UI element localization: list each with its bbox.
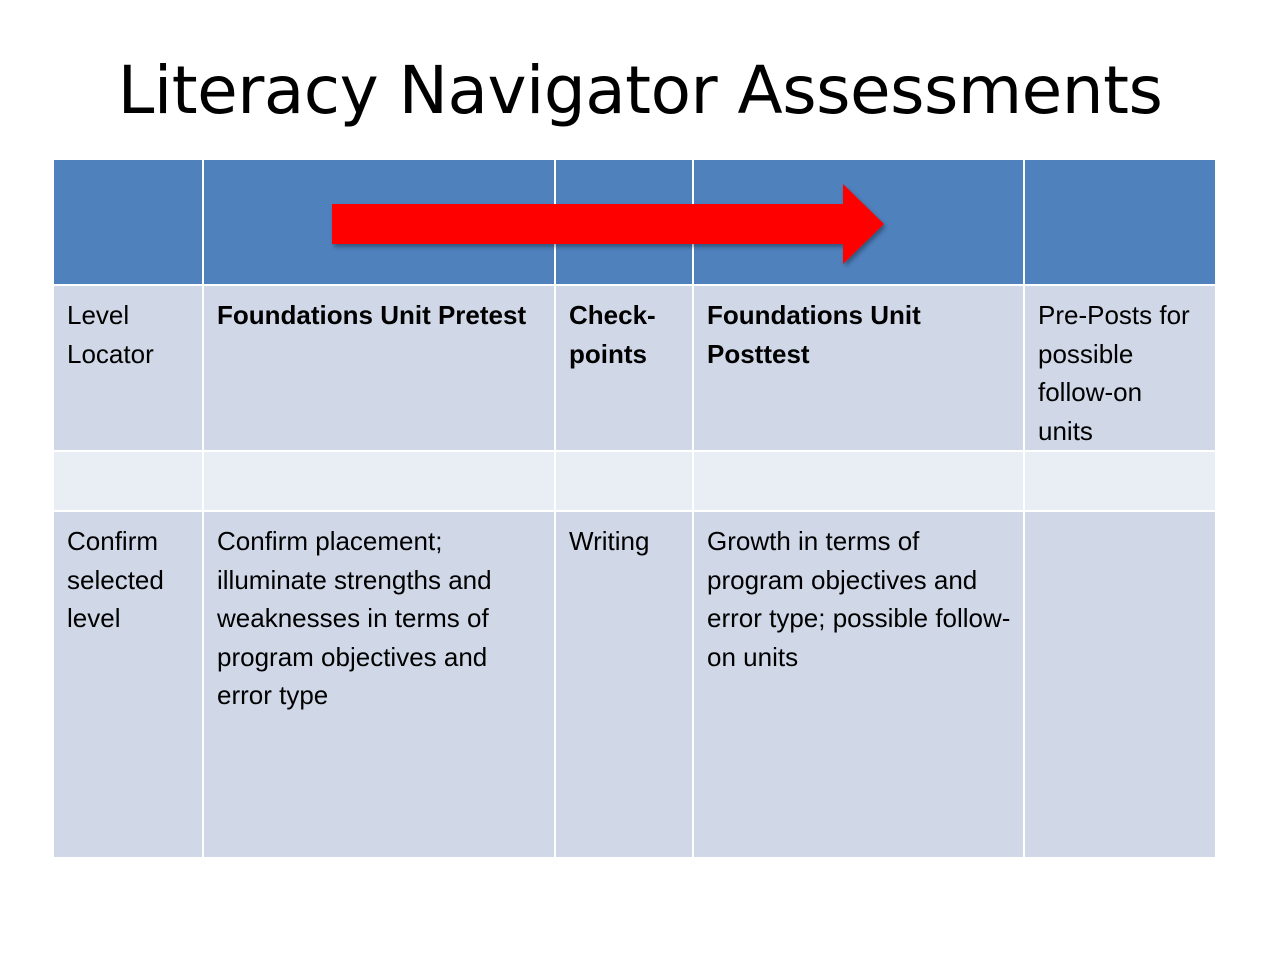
assessment-checkpoints: Check-points <box>556 286 692 450</box>
assessment-level-locator: Level Locator <box>54 286 202 450</box>
purpose-posttest: Growth in terms of program objectives and error type; possible follow-on units <box>694 512 1023 857</box>
slide-title: Literacy Navigator Assessments <box>117 52 1163 129</box>
assessment-foundations-pretest: Foundations Unit Pretest <box>204 286 554 450</box>
purpose-level-locator: Confirm selected level <box>54 512 202 857</box>
header-cell-5 <box>1025 160 1215 284</box>
purpose-pretest: Confirm placement; illuminate strengths and weaknesses in terms of program objectives and error type <box>204 512 554 857</box>
spacer-cell-5 <box>1025 452 1215 510</box>
spacer-cell-2 <box>204 452 554 510</box>
spacer-cell-3 <box>556 452 692 510</box>
purpose-pre-posts <box>1025 512 1215 857</box>
spacer-cell-4 <box>694 452 1023 510</box>
spacer-cell-1 <box>54 452 202 510</box>
header-cell-1 <box>54 160 202 284</box>
right-arrow-icon <box>328 182 888 268</box>
assessment-foundations-posttest: Foundations Unit Posttest <box>694 286 1023 450</box>
purpose-checkpoints: Writing <box>556 512 692 857</box>
assessment-pre-posts: Pre-Posts for possible follow-on units <box>1025 286 1215 450</box>
